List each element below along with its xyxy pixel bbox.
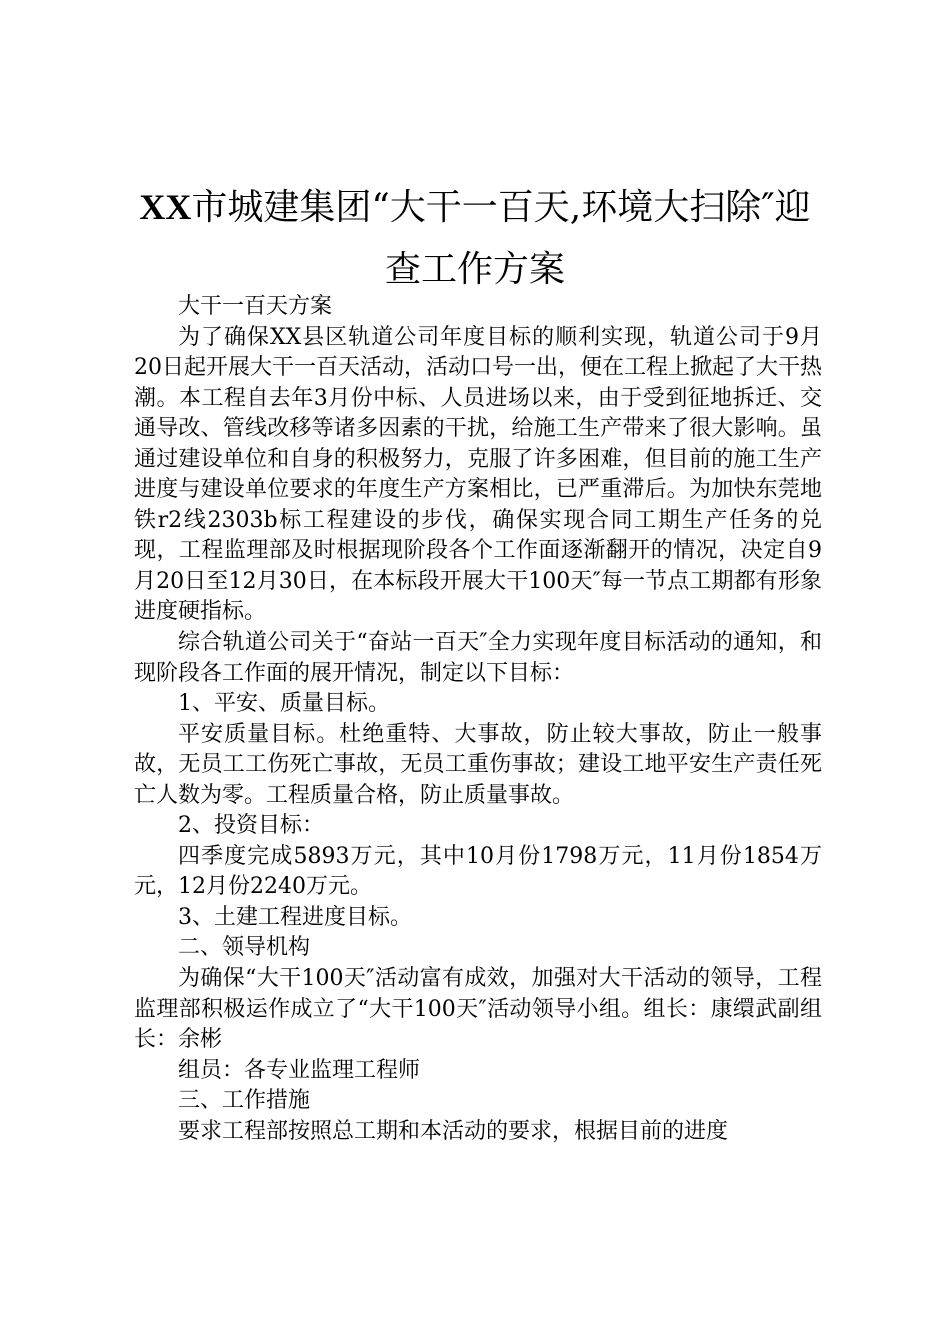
title-slogan-1: “大干一百天, xyxy=(371,187,582,228)
paragraph-plan-heading: 大干一百天方案 xyxy=(178,294,333,319)
title-org: 市城建集团 xyxy=(191,187,372,228)
paragraph-investment: 四季度完成5893万元，其中10月份1798万元，11月份1854万元，12月份2240万元。 xyxy=(134,843,822,900)
paragraph-members: 组员：各专业监理工程师 xyxy=(178,1057,421,1083)
heading-leadership: 二、领导机构 xyxy=(178,935,311,961)
title-prefix: XX xyxy=(139,187,192,227)
paragraph-background: 为了确保XX县区轨道公司年度目标的顺利实现，轨道公司于9月20日起开展大干一百天活动，活动口号一出，便在工程上掀起了大干热潮。本工程自去年3月份中标、人员进场以来，由于受到征地拆迁、交通导改、管线改移等诸多因素的干扰，给施工生产带来了很大影响。虽通过建设单位和自身的积极努力，克服了许多困难，但目前的施工生产进度与建设单位要求的年度生产方案相比，已严重滞后。为加快东莞地铁r2线2303b标工程建设的步伐，确保实现合同工期生产任务的兑现，工程监理部及时根据现阶段各个工作面逐渐翻开的情况，决定自9月20日至12月30日，在本标段开展大干100天″每一节点工期都有形象进度硬指标。 xyxy=(134,324,822,625)
paragraph-safety-quality: 平安质量目标。杜绝重特、大事故，防止较大事故，防止一般事故，无员工工伤死亡事故，无员工重伤事故；建设工地平安生产责任死亡人数为零。工程质量合格，防止质量事故。 xyxy=(134,721,822,808)
heading-investment: 2、投资目标： xyxy=(178,813,324,839)
paragraph-goals-intro: 综合轨道公司关于“奋站一百天″全力实现年度目标活动的通知，和现阶段各工作面的展开情况，制定以下目标： xyxy=(134,630,822,686)
heading-progress: 3、土建工程进度目标。 xyxy=(178,904,412,930)
paragraph-leadership: 为确保“大干100天″活动富有成效，加强对大干活动的领导，工程监理部积极运作成立了“大干100天″活动领导小组。组长：康缳武副组长：余彬 xyxy=(134,966,822,1053)
paragraph-measures: 要求工程部按照总工期和本活动的要求，根据目前的进度 xyxy=(178,1118,729,1144)
document-title xyxy=(128,176,822,301)
document-body xyxy=(134,292,822,1147)
heading-measures: 三、工作措施 xyxy=(178,1088,311,1114)
title-slogan-2: 环境大扫除″迎查工作方案 xyxy=(384,187,811,290)
heading-safety-quality: 1、平安、质量目标。 xyxy=(178,691,390,717)
